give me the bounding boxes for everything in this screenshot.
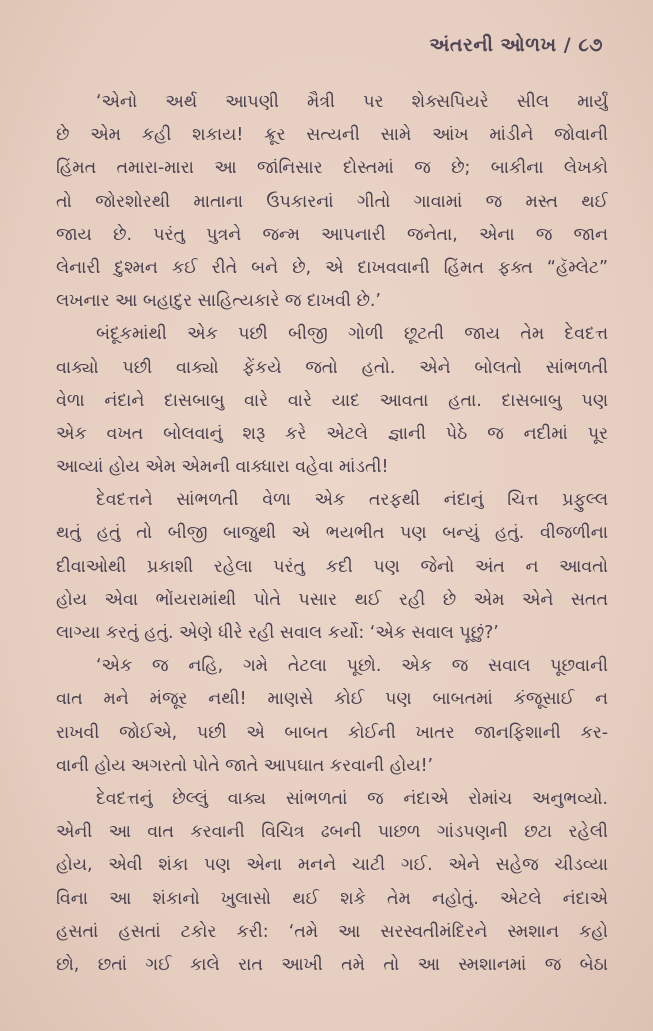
- text-line: દેવદત્તનું છેલ્લું વાક્ય સાંભળતાં જ નંદાએ રોમાંચ અનુભવ્યો.: [96, 788, 608, 809]
- text-line: જાય છે. પરંતુ પુત્રને જન્મ આપનારી જનેતા, એના જ જાન: [56, 224, 608, 245]
- text-line: હસતાં હસતાં ટકોર કરી: ‘તમે આ સરસ્વતીમંદિરને સ્મશાન કહો: [56, 921, 608, 942]
- text-line: આવ્યાં હોય એમ એમની વાક્ધારા વહેવા માંડતી!: [56, 457, 389, 478]
- text-line: થતું હતું તો બીજી બાજુથી એ ભયભીત પણ બન્યું હતું. વીજળીના: [56, 523, 608, 544]
- text-line: હિંમત તમારા-મારા આ જાંનિસાર દોસ્તમાં જ છે; બાકીના લેખકો: [56, 158, 608, 179]
- text-line: વાત મને મંજૂર નથી! માણસે કોઈ પણ બાબતમાં કંજૂસાઈ ન: [56, 689, 608, 710]
- text-line: વિના આ શંકાનો ખુલાસો થઈ શકે તેમ નહોતું. એટલે નંદાએ: [56, 888, 608, 909]
- text-line: બંદૂકમાંથી એક પછી બીજી ગોળી છૂટતી જાય તેમ દેવદત્ત: [96, 324, 608, 345]
- text-line: વેળા નંદાને દાસબાબુ વારે વારે યાદ આવતા હતા. દાસબાબુ પણ: [56, 390, 608, 411]
- running-head: અંતરની ઓળખ / ૮૭: [429, 34, 603, 56]
- text-line: દેવદત્તને સાંભળતી વેળા એક તરફથી નંદાનું ચિત્ત પ્રફુલ્લ: [96, 490, 608, 511]
- text-line: તો જોરશોરથી માતાના ઉપકારનાં ગીતો ગાવામાં જ મસ્ત થઈ: [56, 191, 608, 212]
- text-line: એક વખત બોલવાનું શરૂ કરે એટલે જ્ઞાની પેઠે જ નદીમાં પૂર: [56, 423, 608, 444]
- text-line: વાની હોય અગરતો પોતે જાતે આપઘાત કરવાની હોય!’: [56, 755, 434, 776]
- text-line: લાગ્યા કરતું હતું. એણે ધીરે રહી સવાલ કર્યો: ‘એક સવાલ પૂછું?’: [56, 623, 499, 643]
- text-line: લખનાર આ બહાદુર સાહિત્યકારે જ દાખવી છે.’: [56, 291, 381, 312]
- text-line: હોય, એવી શંકા પણ એના મનને ચાટી ગઈ. એને સહેજ ચીડવ્યા: [56, 855, 608, 876]
- text-line: ‘એક જ નહિ, ગમે તેટલા પૂછો. એક જ સવાલ પૂછવાની: [96, 656, 608, 677]
- text-line: એની આ વાત કરવાની વિચિત્ર ઢબની પાછળ ગાંડપણની છટા રહેલી: [56, 822, 608, 843]
- text-line: છે એમ કહી શકાય! ક્રૂર સત્યની સામે આંખ માંડીને જોવાની: [56, 125, 608, 146]
- body-text: [56, 86, 608, 982]
- text-line: છો, છતાં ગઈ કાલે રાત આખી તમે તો આ સ્મશાનમાં જ બેઠા: [56, 954, 608, 975]
- text-line: લેનારી દુશ્મન કઈ રીતે બને છે, એ દાખવવાની હિંમત ફક્ત “હૅમ્લેટ”: [56, 257, 608, 278]
- text-line: દીવાઓથી પ્રકાશી રહેલા પરંતુ કદી પણ જેનો અંત ન આવતો: [56, 556, 608, 577]
- text-line: ‘એનો અર્થ આપણી મૈત્રી પર શેક્સપિયરે સીલ માર્યું: [96, 92, 608, 112]
- text-line: રાખવી જોઈએ, પછી એ બાબત કોઈની ખાતર જાનફિશાની કર-: [56, 722, 608, 743]
- text-line: હોય એવા ભોંયરામાંથી પોતે પસાર થઈ રહી છે એમ એને સતત: [56, 589, 608, 610]
- text-line: વાક્યો પછી વાક્યો ફેંકયે જતો હતો. એને બોલતો સાંભળતી: [56, 357, 608, 378]
